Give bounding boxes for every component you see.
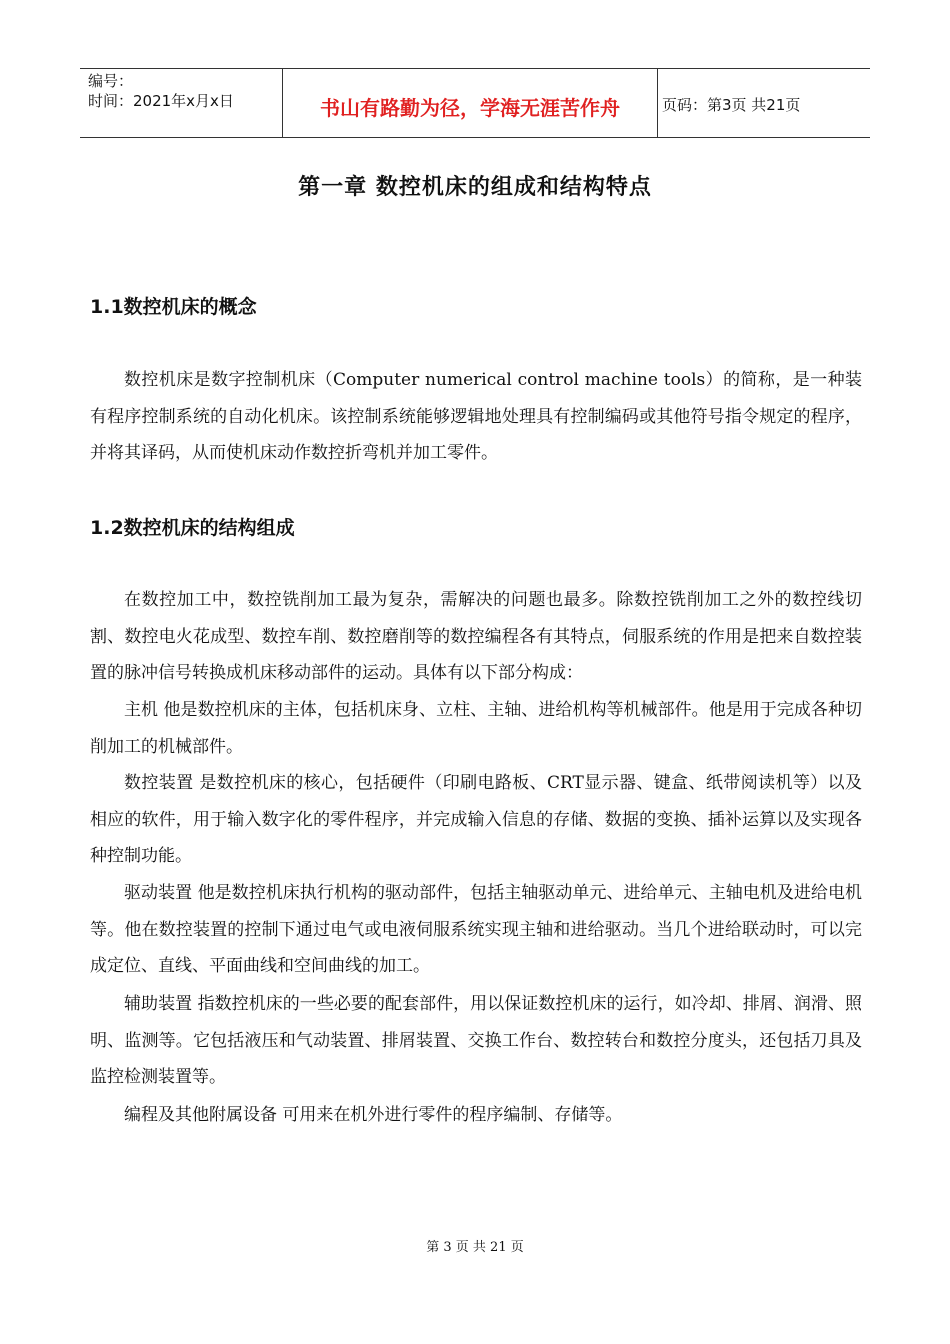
chapter-title: 第一章 数控机床的组成和结构特点 [298, 175, 652, 200]
section-heading-1-1: 1.1数控机床的概念 [90, 296, 257, 318]
paragraph: 在数控加工中，数控铣削加工最为复杂，需解决的问题也最多。除数控铣削加工之外的数控线切割、数控电火花成型、数控车削、数控磨削等的数控编程各有其特点，伺服系统的作用是把来自数控装置的脉冲信号转换成机床移动部件的运动。具体有以下部分构成： [90, 590, 862, 683]
paragraph: 数控机床是数字控制机床（Computer numerical control machine tools）的简称，是一种装有程序控制系统的自动化机床。该控制系统能够逻辑地处理具有控制编码或其他符号指令规定的程序，并将其译码，从而使机床动作数控折弯机并加工零件。 [90, 370, 862, 463]
paragraph-drive-device: 驱动装置 他是数控机床执行机构的驱动部件，包括主轴驱动单元、进给单元、主轴电机及进给电机等。他在数控装置的控制下通过电气或电液伺服系统实现主轴和进给驱动。当几个进给联动时，可以完成定位、直线、平面曲线和空间曲线的加工。 [90, 883, 862, 976]
paragraph-programming-equipment: 编程及其他附属设备 可用来在机外进行零件的程序编制、存储等。 [124, 1105, 623, 1125]
page-header [80, 68, 870, 138]
document-date: 时间：2021年x月x日 [88, 92, 234, 110]
header-motto: 书山有路勤为径，学海无涯苦作舟 [282, 69, 658, 137]
paragraph-auxiliary-device: 辅助装置 指数控机床的一些必要的配套部件，用以保证数控机床的运行，如冷却、排屑、润滑、照明、监测等。它包括液压和气动装置、排屑装置、交换工作台、数控转台和数控分度头，还包括刀具及监控检测装置等。 [90, 994, 862, 1087]
section-heading-1-2: 1.2数控机床的结构组成 [90, 517, 295, 539]
header-meta [80, 69, 282, 137]
document-number-label: 编号： [88, 72, 134, 90]
paragraph-main-machine: 主机 他是数控机床的主体，包括机床身、立柱、主轴、进给机构等机械部件。他是用于完成各种切削加工的机械部件。 [90, 700, 862, 757]
paragraph-cnc-device: 数控装置 是数控机床的核心，包括硬件（印刷电路板、CRT显示器、键盒、纸带阅读机等）以及相应的软件，用于输入数字化的零件程序，并完成输入信息的存储、数据的变换、插补运算以及实现各种控制功能。 [90, 773, 862, 866]
page-footer: 第 3 页 共 21 页 [426, 1240, 524, 1255]
header-page-info: 页码：第3页 共21页 [662, 95, 801, 114]
